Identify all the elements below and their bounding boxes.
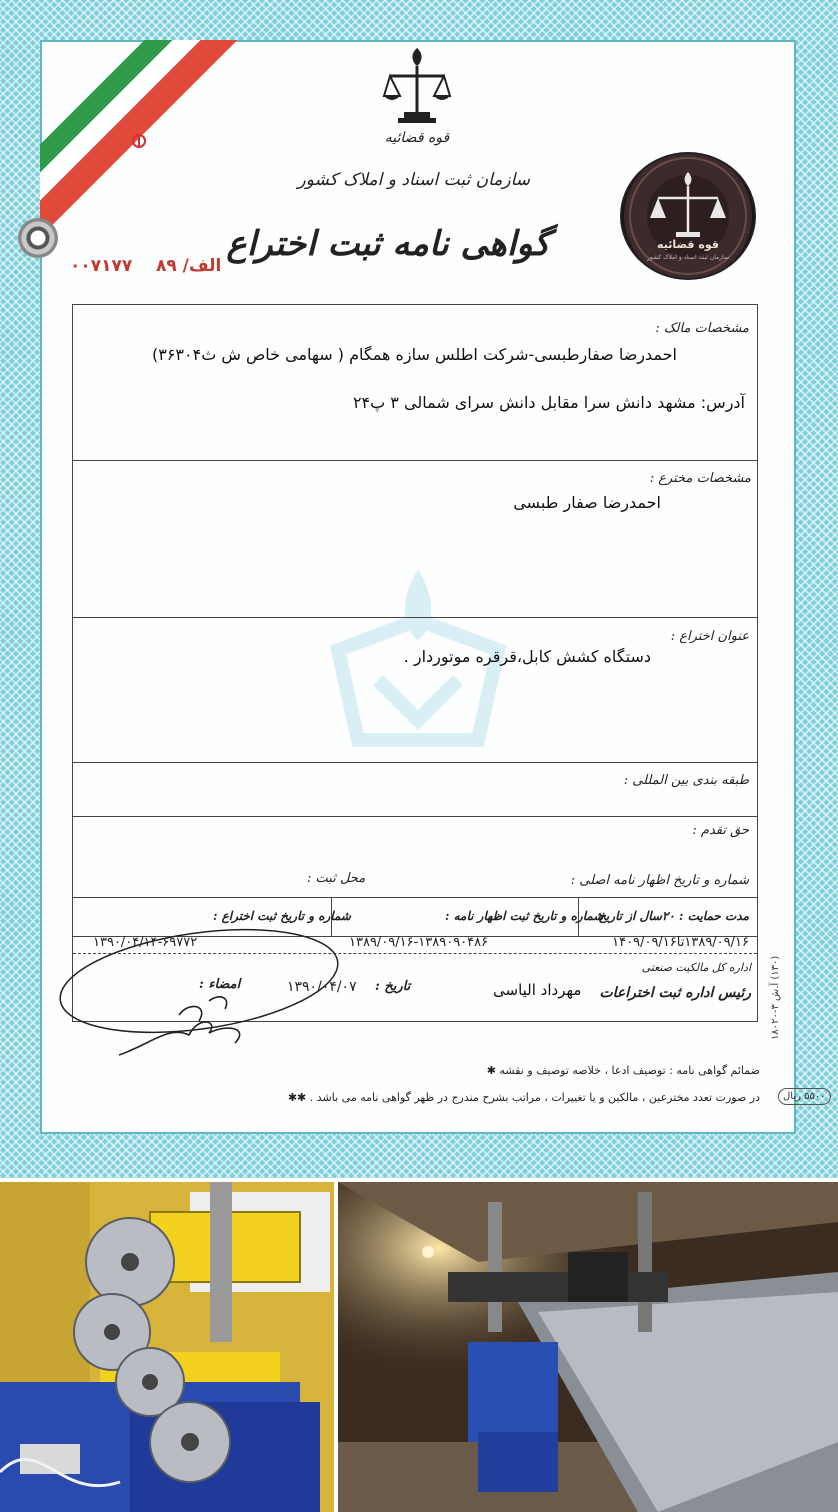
declaration-label: شماره و تاریخ ثبت اظهار نامه : [445, 909, 604, 923]
judiciary-seal [620, 152, 756, 280]
serial-number-group [70, 256, 221, 276]
office-line2: رئیس اداره ثبت اختراعات [599, 985, 751, 1001]
iran-flag-corner [40, 40, 240, 240]
invention-title-value: دستگاه کشش کابل،قرقره موتوردار . [403, 647, 651, 666]
signature-label: امضاء : [199, 977, 241, 992]
footnote-2: در صورت تعدد مخترعین ، مالکین و یا تغییرات ، مراتب بشرح مندرج در ظهر گواهی نامه می باشد . ✱✱ [287, 1091, 760, 1104]
inventor-value: احمدرضا صفار طبسی [513, 493, 661, 512]
page-title: گواهی نامه ثبت اختراع [226, 224, 550, 264]
judiciary-label: قوه قضائیه [384, 130, 450, 146]
registration-label: شماره و تاریخ ثبت اختراع : [213, 909, 351, 923]
date-value: ۱۳۹۰/۰۴/۰۷ [287, 979, 357, 995]
gear-mechanism-illustration [0, 1182, 334, 1512]
registration-place-label: محل ثبت : [307, 871, 366, 886]
owner-value: احمدرضا صفارطبسی-شرکت اطلس سازه همگام ( سهامی خاص ش ث۳۶۳۰۴) [151, 345, 677, 364]
owner-label: مشخصات مالک : [655, 321, 749, 336]
price-code: ۵۵۰۰ ریال [778, 1088, 831, 1105]
intl-class-label: طبقه بندی بین المللی : [623, 773, 749, 788]
registration-value: ۱۳۹۰/۰۴/۱۴-۶۹۷۷۲ [93, 935, 198, 950]
protection-value: ۱۳۸۹/۰۹/۱۶تا۱۴۰۹/۰۹/۱۶ [612, 935, 749, 950]
seal-subtext: سازمان ثبت اسناد و املاک کشور [646, 254, 730, 261]
declaration-value: ۱۳۸۹/۰۹/۱۶-۱۳۸۹۰۹۰۴۸۶ [349, 935, 489, 950]
inventor-label: مشخصات مخترع : [649, 471, 751, 486]
tunnel-cable-pulling-photo [338, 1182, 838, 1512]
footnote-1: ضمائم گواهی نامه : توصیف ادعا ، خلاصه توصیف و نقشه ✱ [486, 1064, 760, 1077]
invention-title-label: عنوان اختراع : [670, 629, 749, 644]
protection-label: مدت حمایت : ۲۰سال از تاریخ [598, 909, 749, 923]
scales-of-justice-icon [382, 44, 452, 126]
gear-mechanism-photo [0, 1182, 334, 1512]
official-name: مهرداد الیاسی [493, 981, 582, 999]
serial-series: الف/ ۸۹ [155, 256, 222, 276]
seal-text: قوه قضائیه [657, 238, 719, 251]
footnotes [287, 1064, 760, 1118]
original-declaration-label: شماره و تاریخ اظهار نامه اصلی : [570, 873, 749, 888]
tunnel-scene-illustration [338, 1182, 838, 1512]
priority-label: حق تقدم : [692, 823, 749, 838]
date-label: تاریخ : [375, 979, 411, 994]
certificate-table [72, 304, 758, 1022]
serial-number: ۰۰۷۱۷۷ [70, 256, 133, 276]
form-side-code: (۱۳۰) آ.ش ۳-۱۸۰۲۰ [770, 955, 781, 1040]
address-value: آدرس: مشهد دانش سرا مقابل دانش سرای شمالی ۳ پ۲۴ [352, 393, 745, 412]
flag-emblem-icon [130, 132, 148, 150]
grommet-hole [18, 218, 58, 258]
handwritten-signature [49, 905, 349, 1075]
office-line1: اداره کل مالکیت صنعتی [641, 961, 751, 974]
organization-name: سازمان ثبت اسناد و املاک کشور [297, 170, 530, 190]
